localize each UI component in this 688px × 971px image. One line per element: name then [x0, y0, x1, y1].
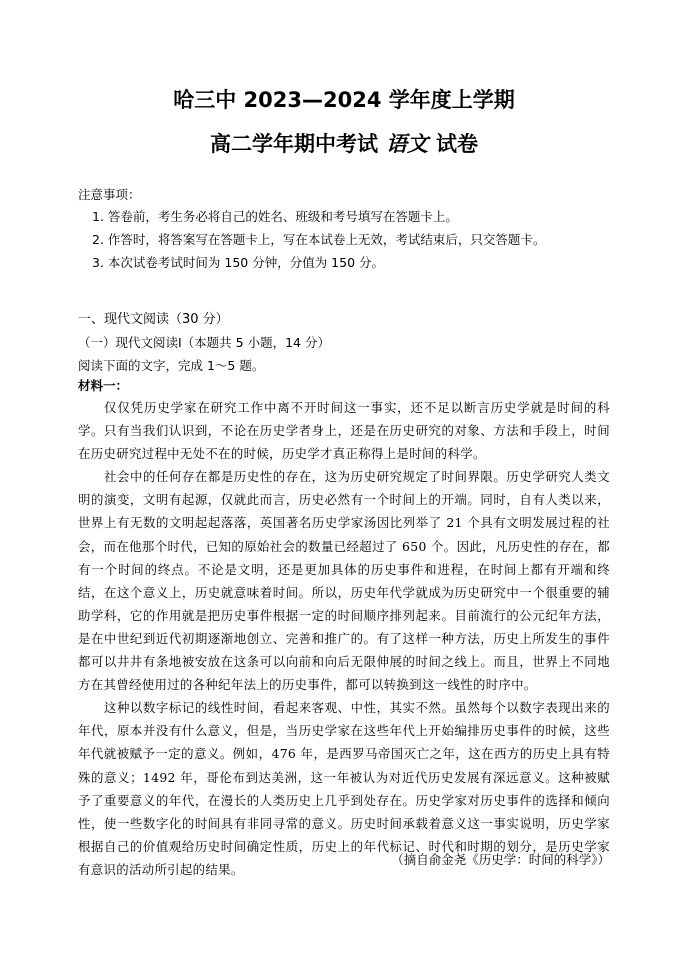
exam-subtitle: [0, 128, 688, 158]
section-subheading: （一）现代文阅读Ⅰ（本题共 5 小题，14 分）: [78, 335, 330, 350]
note-item-1: 1. 答卷前，考生务必将自己的姓名、班级和考号填写在答题卡上。: [92, 209, 458, 224]
section-heading: 一、现代文阅读（30 分）: [78, 312, 229, 327]
note-item-2: 2. 作答时，将答案写在答题卡上，写在本试卷上无效，考试结束后，只交答题卡。: [92, 232, 546, 247]
note-item-3: 3. 本次试卷考试时间为 150 分钟，分值为 150 分。: [92, 255, 385, 270]
exam-title: 哈三中 2023—2024 学年度上学期: [173, 88, 515, 112]
subtitle-prefix: 高二学年期中考试: [210, 132, 378, 156]
passage: [78, 396, 610, 881]
passage-paragraph-1: 仅仅凭历史学家在研究工作中离不开时间这一事实，还不足以断言历史学就是时间的科学。只有当我们认识到，不论在历史学者身上，还是在历史研究的对象、方法和手段上，时间在历史研究过程中无处不在的时候，历史学才真正称得上是时间的科学。: [78, 400, 610, 462]
subject-name: 语文: [386, 131, 428, 156]
passage-source: （摘自俞金尧《历史学：时间的科学》）: [391, 852, 610, 867]
material-label: 材料一：: [78, 378, 129, 393]
subtitle-suffix: 试卷: [436, 132, 478, 156]
notes-heading: 注意事项：: [78, 187, 141, 202]
reading-instruction: 阅读下面的文字，完成 1～5 题。: [78, 358, 265, 373]
passage-paragraph-3: 这种以数字标记的线性时间，看起来客观、中性，其实不然。虽然每个以数字表现出来的年代，原本并没有什么意义，但是，当历史学家在这些年代上开始编排历史事件的时候，这些年代就被赋予一定的意义。例如，476 年，是西罗马帝国灭亡之年，这在西方的历史上具有特殊的意义；1492 年，哥伦布到达美洲，这一年被认为对近代历史发展有深远意义。这种被赋予了重要意义的年代，在漫长的人类历史上几乎到处存在。历史学家对历史事件的选择和倾向性，使一些数字化的时间具有非同寻常的意义。历史时间承载着意义这一事实说明，历史学家根据自己的价值观给历史时间确定性质，历史上的年代标记、时代和时期的划分，是历史学家有意识的活动所引起的结果。: [78, 700, 610, 877]
passage-paragraph-2: 社会中的任何存在都是历史性的存在，这为历史研究规定了时间界限。历史学研究人类文明的演变，文明有起源，仅就此而言，历史必然有一个时间上的开端。同时，自有人类以来，世界上有无数的文明起起落落，英国著名历史学家汤因比列举了 21 个具有文明发展过程的社会，而在他那个时代，已知的原始社会的数量已经超过了 650 个。因此，凡历史性的存在，都有一个时间的终点。不论是文明，还是更加具体的历史事件和进程，在时间上都有开端和终结，在这个意义上，历史就意味着时间。所以，历史年代学就成为历史研究中一个很重要的辅助学科，它的作用就是把历史事件根据一定的时间顺序排列起来。目前流行的公元纪年方法，是在中世纪到近代初期逐渐地创立、完善和推广的。有了这样一种方法，历史上所发生的事件都可以井井有条地被安放在这条可以向前和向后无限伸展的时间之线上。而且，世界上不同地方在其曾经使用过的各种纪年法上的历史事件，都可以转换到这一线性的时序中。: [78, 469, 610, 693]
